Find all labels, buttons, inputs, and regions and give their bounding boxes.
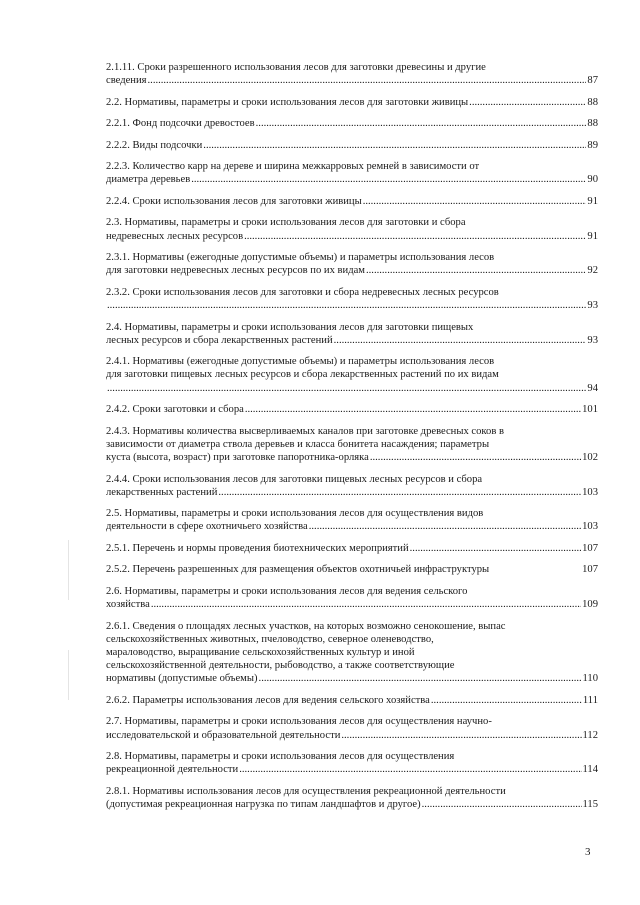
dot-leader [107, 299, 586, 312]
toc-entry[interactable] [106, 425, 598, 465]
toc-entry-last-line [106, 334, 598, 347]
toc-entry[interactable] [106, 620, 598, 686]
toc-page-number: 109 [582, 599, 598, 611]
toc-entry-title: лесных ресурсов и сбора лекарственных растений [106, 334, 333, 346]
toc-page-number: 87 [587, 75, 598, 87]
toc-entry[interactable] [106, 139, 598, 152]
toc-entry-line: сельскохозяйственных животных, пчеловодство, северное оленеводство, [106, 633, 434, 645]
dot-leader [151, 598, 581, 611]
toc-page-number: 107 [582, 542, 598, 554]
toc-entry[interactable] [106, 160, 598, 186]
toc-entry[interactable] [106, 195, 598, 208]
dot-leader [410, 542, 581, 555]
toc-entry-title: рекреационной деятельности [106, 764, 239, 776]
toc-entry-line: 2.5. Нормативы, параметры и сроки использования лесов для осуществления видов [106, 508, 484, 520]
dot-leader [334, 334, 587, 347]
toc-entry-title: хозяйства [106, 599, 150, 611]
toc-entry-last-line [106, 173, 598, 186]
toc-entry[interactable] [106, 585, 598, 611]
toc-entry-last-line [106, 486, 598, 499]
toc-entry[interactable] [106, 117, 598, 130]
toc-entry-line: мараловодство, выращивание сельскохозяйственных культур и иной [106, 647, 415, 659]
toc-entry[interactable] [106, 321, 598, 347]
toc-entry-title: исследовательской и образовательной деятельности [106, 729, 341, 741]
toc-entry[interactable] [106, 403, 598, 416]
dot-leader [245, 403, 581, 416]
toc-entry-line: 2.3.1. Нормативы (ежегодные допустимые объемы) и параметры использования лесов [106, 252, 495, 264]
dot-leader [256, 117, 587, 130]
toc-entry-line: 2.8. Нормативы, параметры и сроки использования лесов для осуществления [106, 751, 455, 763]
toc-entry[interactable] [106, 216, 598, 242]
toc-entry[interactable] [106, 563, 598, 576]
toc-entry-line: 2.4. Нормативы, параметры и сроки использования лесов для заготовки пищевых [106, 321, 474, 333]
toc-page-number: 102 [582, 452, 598, 464]
toc-entry-last-line [106, 520, 598, 533]
toc-entry-last-line [106, 542, 598, 555]
toc-entry-title: 2.5.1. Перечень и нормы проведения биотехнических мероприятий [106, 542, 409, 554]
toc-entry-line: 2.1.11. Сроки разрешенного использования лесов для заготовки древесины и другие [106, 62, 486, 73]
toc-page-number: 91 [587, 230, 598, 242]
toc-entry[interactable] [106, 61, 598, 87]
toc-page-number: 93 [587, 334, 598, 346]
toc-entry-title: 2.2. Нормативы, параметры и сроки использования лесов для заготовки живицы [106, 96, 469, 108]
toc-entry-title: нормативы (допустимые объемы) [106, 673, 258, 685]
toc-entry-line: для заготовки пищевых лесных ресурсов и сбора лекарственных растений по их видам [106, 369, 499, 381]
dot-leader [259, 672, 582, 685]
dot-leader [370, 451, 581, 464]
toc-entry-line: 2.3. Нормативы, параметры и сроки использования лесов для заготовки и сбора [106, 217, 466, 229]
toc-page-number: 92 [587, 265, 598, 277]
toc-entry-line: сельскохозяйственной деятельности, рыбоводство, а также соответствующие [106, 660, 455, 672]
dot-leader [422, 798, 582, 811]
toc-page-number: 93 [587, 300, 598, 312]
toc-entry-title: деятельности в сфере охотничьего хозяйства [106, 521, 308, 533]
toc-entry-title: 2.5.2. Перечень разрешенных для размещения объектов охотничьей инфраструктуры [106, 564, 490, 576]
dot-leader [469, 96, 586, 109]
toc-entry-last-line [106, 694, 598, 707]
toc-entry-title: куста (высота, возраст) при заготовке папоротника-орляка [106, 452, 369, 464]
toc-entry-title: недревесных лесных ресурсов [106, 230, 244, 242]
toc-entry-title: 2.2.2. Виды подсочки [106, 139, 203, 151]
toc-entry-title: 2.6.2. Параметры использования лесов для ведения сельского хозяйства [106, 694, 430, 706]
toc-page-number: 94 [587, 382, 598, 394]
toc-entry[interactable] [106, 785, 598, 811]
toc-entry-line: зависимости от диаметра ствола деревьев и класса бонитета насаждения; параметры [106, 438, 490, 450]
toc-entry-line: 2.7. Нормативы, параметры и сроки использования лесов для осуществления научно- [106, 716, 492, 728]
toc-entry-last-line [106, 230, 598, 243]
toc-entry-last-line [106, 117, 598, 130]
toc-page-number: 111 [582, 694, 598, 706]
dot-leader [191, 173, 586, 186]
toc-entry-line: 2.4.4. Сроки использования лесов для заготовки пищевых лесных ресурсов и сбора [106, 473, 483, 485]
toc-entry-title: сведения [106, 75, 147, 87]
toc-entry-line: 2.4.1. Нормативы (ежегодные допустимые объемы) и параметры использования лесов [106, 356, 495, 368]
dot-leader [431, 694, 582, 707]
toc-entry-line: 2.8.1. Нормативы использования лесов для осуществления рекреационной деятельности [106, 785, 506, 797]
toc-page-number: 91 [587, 195, 598, 207]
table-of-contents [106, 61, 598, 820]
toc-entry-last-line [106, 798, 598, 811]
toc-page-number: 101 [582, 404, 598, 416]
toc-entry-line: 2.4.3. Нормативы количества высверливаемых каналов при заготовке древесных соков в [106, 425, 504, 437]
page-number: 3 [585, 846, 591, 858]
dot-leader [107, 382, 586, 395]
toc-entry-title: 2.2.4. Сроки использования лесов для заготовки живицы [106, 195, 362, 207]
toc-page-number: 90 [587, 174, 598, 186]
dot-leader [363, 195, 587, 208]
toc-entry[interactable] [106, 694, 598, 707]
toc-entry[interactable] [106, 542, 598, 555]
toc-entry[interactable] [106, 355, 598, 395]
dot-leader [239, 763, 581, 776]
toc-page-number: 103 [582, 486, 598, 498]
toc-entry-title: 2.2.1. Фонд подсочки древостоев [106, 118, 255, 130]
toc-page-number: 88 [587, 96, 598, 108]
toc-entry-title: лекарственных растений [106, 486, 218, 498]
toc-page-number: 89 [587, 139, 598, 151]
toc-entry-line: 2.3.2. Сроки использования лесов для заготовки и сбора недревесных лесных ресурсов [106, 286, 499, 298]
toc-entry-last-line [106, 139, 598, 152]
scan-margin-mark [68, 540, 69, 600]
toc-entry-last-line [106, 451, 598, 464]
toc-page-number: 88 [587, 118, 598, 130]
toc-entry-last-line [106, 563, 598, 576]
toc-page-number: 103 [582, 521, 598, 533]
toc-entry[interactable] [106, 251, 598, 277]
toc-entry-last-line [106, 598, 598, 611]
toc-entry[interactable] [106, 96, 598, 109]
dot-leader [366, 264, 586, 277]
toc-entry-line: 2.6. Нормативы, параметры и сроки использования лесов для ведения сельского [106, 585, 468, 597]
toc-entry[interactable] [106, 507, 598, 533]
toc-entry-title: диаметра деревьев [106, 174, 191, 186]
toc-entry-last-line [106, 74, 598, 87]
toc-page-number: 110 [582, 673, 598, 685]
toc-page-number: 112 [582, 729, 598, 741]
toc-entry-last-line [106, 195, 598, 208]
toc-entry-last-line [106, 403, 598, 416]
toc-entry-line: 2.6.1. Сведения о площадях лесных участков, на которых возможно сенокошение, выпас [106, 620, 506, 632]
toc-entry-last-line [106, 96, 598, 109]
toc-entry-last-line [106, 299, 598, 312]
toc-page-number: 115 [582, 799, 598, 811]
dot-leader [218, 486, 581, 499]
toc-entry-last-line [106, 264, 598, 277]
toc-entry-title: для заготовки недревесных лесных ресурсов по их видам [106, 265, 365, 277]
dot-leader [148, 74, 587, 87]
toc-entry-title: 2.4.2. Сроки заготовки и сбора [106, 404, 244, 416]
toc-page-number: 107 [582, 564, 598, 576]
dot-leader [244, 230, 586, 243]
toc-entry-last-line [106, 672, 598, 685]
dot-leader [309, 520, 581, 533]
toc-entry[interactable] [106, 473, 598, 499]
dot-leader [203, 139, 586, 152]
toc-entry-title: (допустимая рекреационная нагрузка по типам ландшафтов и другое) [106, 799, 421, 811]
toc-entry[interactable] [106, 715, 598, 741]
toc-entry-last-line [106, 729, 598, 742]
toc-entry[interactable] [106, 750, 598, 776]
toc-entry-line: 2.2.3. Количество карр на дереве и ширина межкарровых ремней в зависимости от [106, 161, 480, 173]
toc-entry-last-line [106, 763, 598, 776]
toc-entry-last-line [106, 382, 598, 395]
dot-leader [341, 729, 581, 742]
toc-page-number: 114 [582, 764, 598, 776]
scan-margin-mark [68, 650, 69, 700]
toc-entry[interactable] [106, 286, 598, 312]
